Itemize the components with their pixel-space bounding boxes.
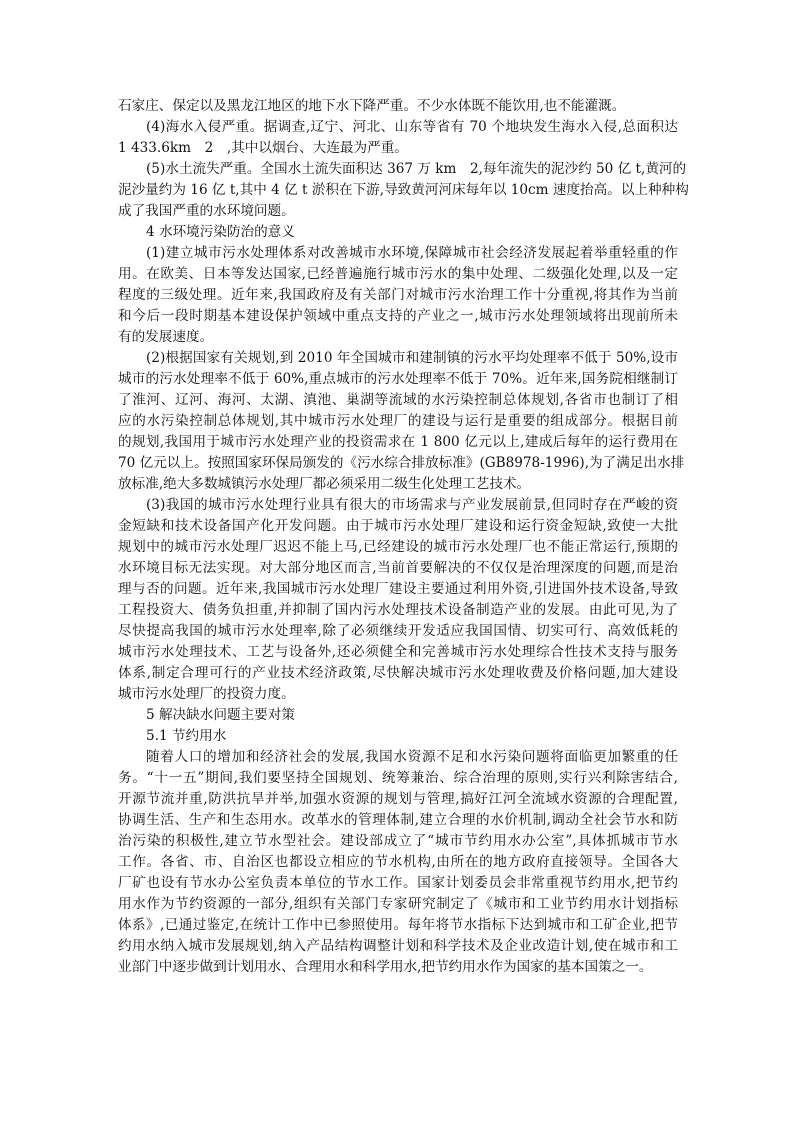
text-line: 工作。各省、市、自治区也都设立相应的节水机构,由所在的地方政府直接领导。全国各大 xyxy=(118,854,678,870)
text-line: 用水作为节约资源的一部分,组织有关部门专家研究制定了《城市和工业节约用水计划指标 xyxy=(118,896,678,912)
text-line: 业部门中逐步做到计划用水、合理用水和科学用水,把节约用水作为国家的基本国策之一。 xyxy=(118,959,653,975)
paragraph xyxy=(118,243,678,348)
document-page xyxy=(118,96,689,978)
text-line: 治污染的积极性,建立节水型社会。建设部成立了“城市节约用水办公室”,具体抓城市节水 xyxy=(118,833,678,849)
paragraph xyxy=(118,348,685,495)
text-line: 城市污水处理厂的投资力度。 xyxy=(118,686,295,702)
text-line: 理与否的问题。近年来,我国城市污水处理厂建设主要通过利用外资,引进国外技术设备,导致 xyxy=(118,581,678,597)
text-line: 石家庄、保定以及黑龙江地区的地下水下降严重。不少水体既不能饮用,也不能灌溉。 xyxy=(118,98,626,114)
text-line: 约用水纳入城市发展规划,纳入产品结构调整计划和科学技术及企业改造计划,使在城市和工 xyxy=(118,938,678,954)
text-line: 和今后一段时期基本建设保护领域中重点支持的产业之一,城市污水处理领域将出现前所未 xyxy=(118,308,678,324)
text-line: (4)海水入侵严重。据调查,辽宁、河北、山东等省有 70 个地块发生海水入侵,总面积达 xyxy=(146,119,678,135)
text-line: 应的水污染控制总体规划,其中城市污水处理厂的建设与运行是重要的组成部分。根据目前 xyxy=(118,413,678,429)
text-line: (3)我国的城市污水处理行业具有很大的市场需求与产业发展前景,但同时存在严峻的资 xyxy=(146,497,678,513)
paragraph xyxy=(118,96,678,117)
text-line: 放标准,绝大多数城镇污水处理厂都必须采用二级生化处理工艺技术。 xyxy=(118,476,531,492)
section-heading: 5 解决缺水问题主要对策 xyxy=(146,707,295,723)
text-line: 了淮河、辽河、海河、太湖、滇池、巢湖等流域的水污染控制总体规划,各省市也制订了相 xyxy=(118,392,678,408)
text-line: 有的发展速度。 xyxy=(118,329,214,345)
text-line: 随着人口的增加和经济社会的发展,我国水资源不足和水污染问题将面临更加繁重的任 xyxy=(146,749,678,765)
text-line: 务。“十一五”期间,我们要坚持全国规划、统筹兼治、综合治理的原则,实行兴利除害结合, xyxy=(118,770,678,786)
text-line: (1)建立城市污水处理体系对改善城市水环境,保障城市社会经济发展起着举重轻重的作 xyxy=(146,245,678,261)
section-heading: 5.1 节约用水 xyxy=(146,728,227,744)
paragraph xyxy=(118,495,678,705)
text-line: 水环境目标无法实现。对大部分地区而言,当前首要解决的不仅仅是治理深度的问题,而是治 xyxy=(118,560,678,576)
text-line: 厂矿也设有节水办公室负责本单位的节水工作。国家计划委员会非常重视节约用水,把节约 xyxy=(118,875,678,891)
text-line: 泥沙量约为 16 亿 t,其中 4 亿 t 淤积在下游,导致黄河河床每年以 10cm 速度抬高。以上种种构 xyxy=(118,182,689,198)
paragraph xyxy=(118,117,678,159)
text-line: 程度的三级处理。近年来,我国政府及有关部门对城市污水治理工作十分重视,将其作为当前 xyxy=(118,287,678,303)
text-line: 体系》,已通过鉴定,在统计工作中已参照使用。每年将节水指标下达到城市和工矿企业,把节 xyxy=(118,917,678,933)
text-line: 开源节流并重,防洪抗旱并举,加强水资源的规划与管理,搞好江河全流域水资源的合理配置, xyxy=(118,791,678,807)
text-line: (2)根据国家有关规划,到 2010 年全国城市和建制镇的污水平均处理率不低于 50%,设市 xyxy=(146,350,678,366)
text-line: 金短缺和技术设备国产化开发问题。由于城市污水处理厂建设和运行资金短缺,致使一大批 xyxy=(118,518,678,534)
text-line: 的规划,我国用于城市污水处理产业的投资需求在 1 800 亿元以上,建成后每年的运行费用在 xyxy=(118,434,678,450)
text-line: (5)水土流失严重。全国水土流失面积达 367 万 km 2,每年流失的泥沙约 50 亿 t,黄河的 xyxy=(146,161,687,177)
text-line: 协调生活、生产和生态用水。改革水的管理体制,建立合理的水价机制,调动全社会节水和防 xyxy=(118,812,678,828)
text-line: 成了我国严重的水环境问题。 xyxy=(118,203,295,219)
text-line: 城市的污水处理率不低于 60%,重点城市的污水处理率不低于 70%。近年来,国务院相继制订 xyxy=(118,371,678,387)
text-line: 体系,制定合理可行的产业技术经济政策,尽快解决城市污水处理收费及价格问题,加大建设 xyxy=(118,665,678,681)
text-line: 用。在欧美、日本等发达国家,已经普遍施行城市污水的集中处理、二级强化处理,以及一定 xyxy=(118,266,678,282)
text-line: 70 亿元以上。按照国家环保局颁发的《污水综合排放标准》(GB8978-1996),为了满足出水排 xyxy=(118,455,685,471)
section-heading: 4 水环境污染防治的意义 xyxy=(146,224,295,240)
paragraph xyxy=(118,747,678,978)
text-line: 城市污水处理技术、工艺与设备外,还必须健全和完善城市污水处理综合性技术支持与服务 xyxy=(118,644,678,660)
text-line: 尽快提高我国的城市污水处理率,除了必须继续开发适应我国国情、切实可行、高效低耗的 xyxy=(118,623,678,639)
text-line: 1 433.6km 2 ,其中以烟台、大连最为严重。 xyxy=(118,140,408,156)
paragraph xyxy=(118,159,689,222)
text-line: 规划中的城市污水处理厂迟迟不能上马,已经建设的城市污水处理厂也不能正常运行,预期的 xyxy=(118,539,678,555)
text-line: 工程投资大、债务负担重,并抑制了国内污水处理技术设备制造产业的发展。由此可见,为了 xyxy=(118,602,678,618)
